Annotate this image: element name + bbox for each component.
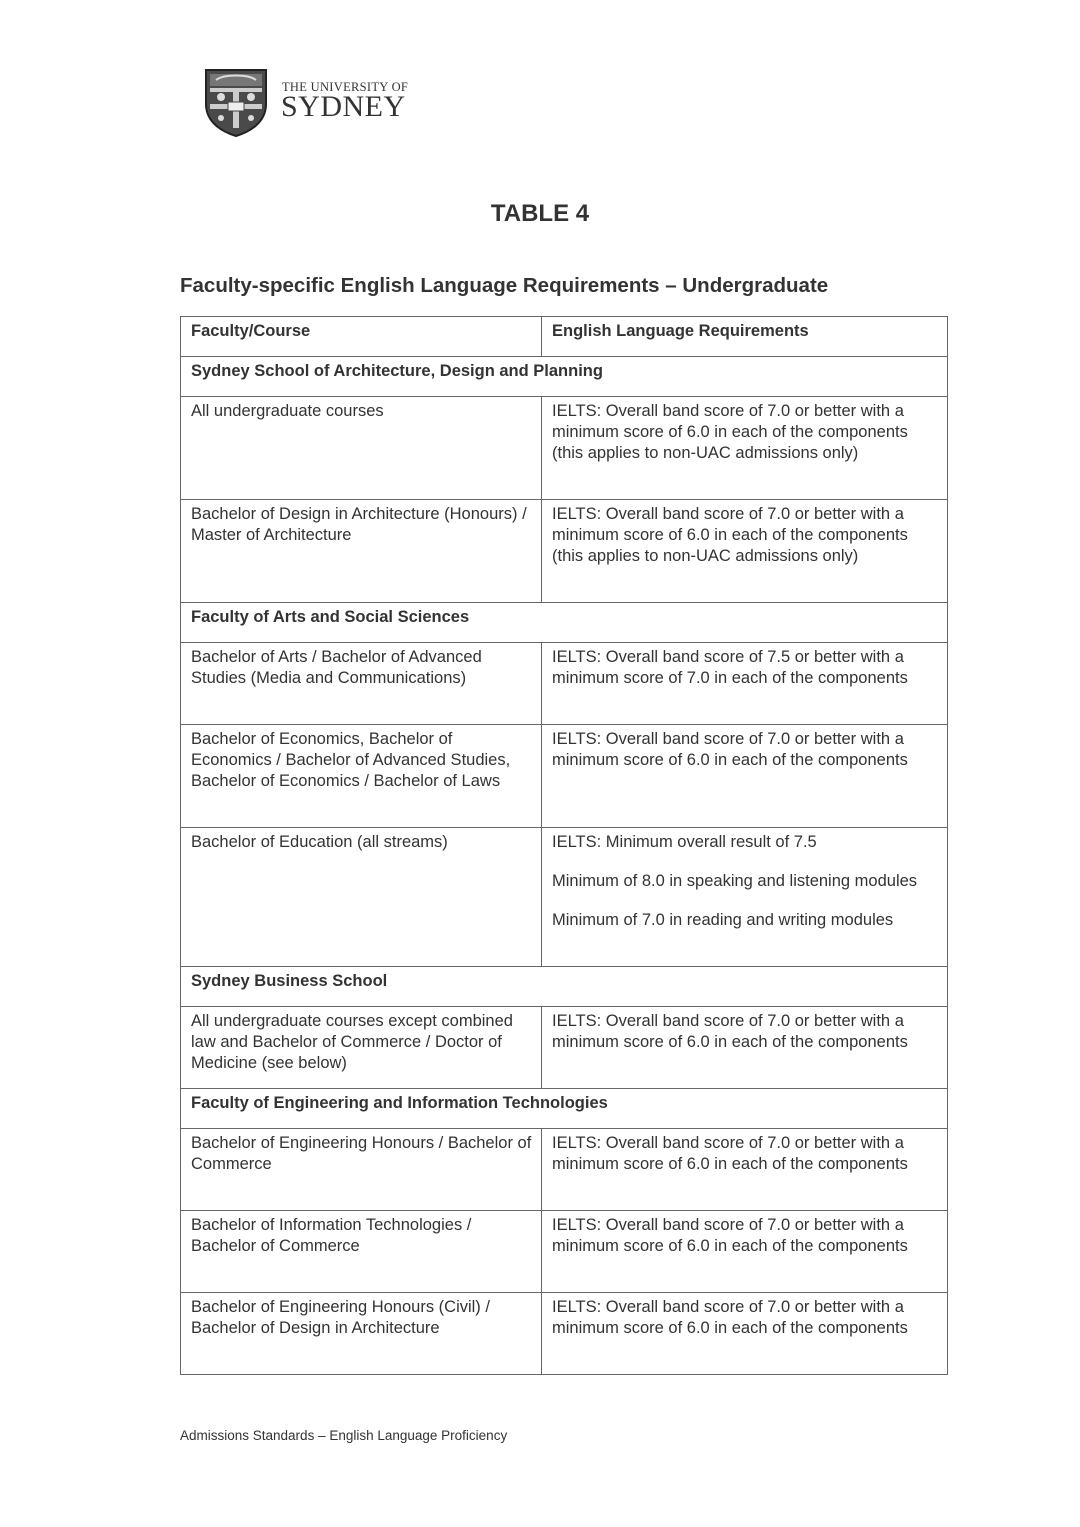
logo-line-sydney: SYDNEY (281, 90, 406, 123)
university-crest-icon (204, 68, 268, 138)
section-header-row (181, 357, 948, 397)
course-cell: Bachelor of Arts / Bachelor of Advanced Studies (Media and Communications) (181, 643, 542, 725)
course-cell: All undergraduate courses except combined law and Bachelor of Commerce / Doctor of Medicine (see below) (181, 1007, 542, 1089)
course-cell: Bachelor of Engineering Honours / Bachelor of Commerce (181, 1129, 542, 1211)
section-title: Faculty of Arts and Social Sciences (181, 603, 948, 643)
requirement-cell (542, 1211, 948, 1293)
table-row (181, 1129, 948, 1211)
requirement-cell (542, 1007, 948, 1089)
section-header-row (181, 967, 948, 1007)
course-cell: Bachelor of Information Technologies / Bachelor of Commerce (181, 1211, 542, 1293)
table-row (181, 725, 948, 828)
requirement-text: IELTS: Overall band score of 7.0 or better with a minimum score of 6.0 in each of the components (552, 1298, 908, 1337)
column-header-faculty: Faculty/Course (181, 317, 542, 357)
requirement-text: Minimum of 7.0 in reading and writing modules (552, 911, 894, 929)
university-logo (204, 68, 414, 138)
table-row (181, 643, 948, 725)
table-row (181, 397, 948, 500)
course-cell: Bachelor of Design in Architecture (Honours) / Master of Architecture (181, 500, 542, 603)
table-row (181, 1293, 948, 1375)
table-row (181, 500, 948, 603)
requirement-cell (542, 725, 948, 828)
requirement-text: IELTS: Overall band score of 7.0 or better with a minimum score of 6.0 in each of the components (552, 1134, 908, 1173)
table-row (181, 828, 948, 967)
requirement-text: IELTS: Overall band score of 7.0 or better with a minimum score of 6.0 in each of the components (552, 730, 908, 769)
course-cell: Bachelor of Economics, Bachelor of Economics / Bachelor of Advanced Studies, Bachelor of Economics / Bachelor of Laws (181, 725, 542, 828)
course-cell: Bachelor of Education (all streams) (181, 828, 542, 967)
page-subtitle: Faculty-specific English Language Requirements – Undergraduate (180, 274, 829, 297)
requirement-text: IELTS: Minimum overall result of 7.5 (552, 833, 817, 851)
requirement-text: IELTS: Overall band score of 7.0 or better with a minimum score of 6.0 in each of the components (this applies to non-UAC admissions only) (552, 402, 908, 462)
requirements-table (180, 316, 948, 1375)
table-row (181, 1007, 948, 1089)
table-row (181, 1211, 948, 1293)
logo-line-university-of: THE UNIVERSITY OF (282, 80, 409, 94)
page-title: TABLE 4 (490, 200, 590, 227)
table-header-row (181, 317, 948, 357)
section-title: Sydney School of Architecture, Design and Planning (181, 357, 948, 397)
column-header-requirements: English Language Requirements (542, 317, 948, 357)
requirement-text: IELTS: Overall band score of 7.0 or better with a minimum score of 6.0 in each of the components (552, 1216, 908, 1255)
course-cell: Bachelor of Engineering Honours (Civil) / Bachelor of Design in Architecture (181, 1293, 542, 1375)
requirement-cell (542, 1129, 948, 1211)
requirement-cell (542, 828, 948, 967)
requirement-text: IELTS: Overall band score of 7.0 or better with a minimum score of 6.0 in each of the components (552, 1012, 908, 1051)
course-cell: All undergraduate courses (181, 397, 542, 500)
requirement-cell (542, 397, 948, 500)
section-title: Sydney Business School (181, 967, 948, 1007)
section-title: Faculty of Engineering and Information Technologies (181, 1089, 948, 1129)
requirement-cell (542, 1293, 948, 1375)
section-header-row (181, 603, 948, 643)
requirement-text: IELTS: Overall band score of 7.5 or better with a minimum score of 7.0 in each of the components (552, 648, 908, 687)
requirement-text: Minimum of 8.0 in speaking and listening modules (552, 872, 918, 890)
section-header-row (181, 1089, 948, 1129)
page-footer: Admissions Standards – English Language Proficiency (180, 1428, 508, 1443)
requirement-cell (542, 500, 948, 603)
requirement-cell (542, 643, 948, 725)
requirement-text: IELTS: Overall band score of 7.0 or better with a minimum score of 6.0 in each of the components (this applies to non-UAC admissions only) (552, 505, 908, 565)
